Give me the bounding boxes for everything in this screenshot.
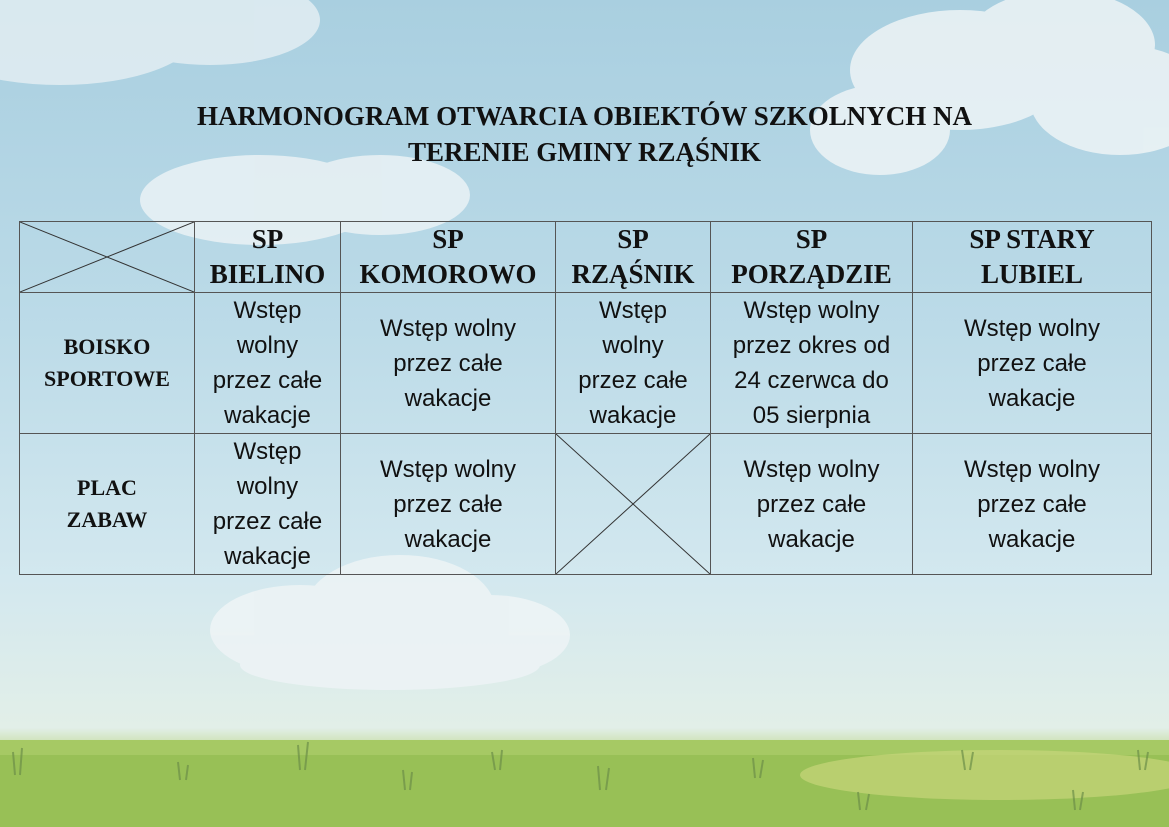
cell-text: Wstęp wolny przez całe wakacje bbox=[743, 455, 880, 553]
column-header-bielino bbox=[195, 222, 341, 293]
column-header-line-1: SP bbox=[432, 224, 464, 254]
cell-text: Wstęp wolny przez całe wakacje bbox=[212, 297, 323, 429]
table-cell bbox=[195, 434, 341, 575]
column-header-rzasnik bbox=[556, 222, 711, 293]
column-header-line-1: SP bbox=[251, 224, 284, 254]
column-header-line-1: SP bbox=[617, 224, 649, 254]
cell-text: Wstęp wolny przez całe wakacje bbox=[963, 314, 1101, 412]
table-cell bbox=[556, 293, 711, 434]
row-header-line-2: SPORTOWE bbox=[44, 366, 170, 391]
table-cell bbox=[195, 293, 341, 434]
header-row bbox=[20, 222, 1152, 293]
column-header-stary-lubiel bbox=[913, 222, 1152, 293]
column-header-line-2: LUBIEL bbox=[980, 259, 1084, 289]
cell-text: Wstęp wolny przez całe wakacje bbox=[379, 314, 517, 412]
table-cell bbox=[341, 293, 556, 434]
column-header-line-2: BIELINO bbox=[209, 259, 326, 289]
title-line-1: HARMONOGRAM OTWARCIA OBIEKTÓW SZKOLNYCH NA bbox=[196, 101, 973, 131]
column-header-komorowo bbox=[341, 222, 556, 293]
cell-text: Wstęp wolny przez całe wakacje bbox=[379, 455, 517, 553]
table-cell bbox=[913, 434, 1152, 575]
corner-empty-cell bbox=[20, 222, 195, 293]
column-header-line-1: SP bbox=[795, 224, 828, 254]
cloud-bottom bbox=[210, 555, 570, 690]
table-cell bbox=[711, 293, 913, 434]
table-row-plac-zabaw bbox=[20, 434, 1152, 575]
cloud-top-left bbox=[0, 0, 320, 85]
table-row-boisko bbox=[20, 293, 1152, 434]
row-header-line-1: BOISKO bbox=[63, 334, 151, 359]
table-cell bbox=[913, 293, 1152, 434]
schedule-table bbox=[19, 221, 1152, 575]
title-line-2: TERENIE GMINY RZĄŚNIK bbox=[407, 137, 762, 167]
row-header-line-1: PLAC bbox=[77, 475, 137, 500]
cell-text: Wstęp wolny przez całe wakacje bbox=[963, 455, 1101, 553]
cross-mark-icon bbox=[556, 434, 710, 574]
table-cell bbox=[341, 434, 556, 575]
not-applicable-cell bbox=[556, 434, 711, 575]
column-header-line-2: PORZĄDZIE bbox=[731, 259, 892, 289]
page-title bbox=[0, 98, 1169, 170]
cell-text: Wstęp wolny przez całe wakacje bbox=[578, 297, 688, 429]
column-header-porzadzie bbox=[711, 222, 913, 293]
row-header-plac-zabaw bbox=[20, 434, 195, 575]
column-header-line-1: SP STARY bbox=[969, 224, 1095, 254]
cell-text: Wstęp wolny przez całe wakacje bbox=[212, 438, 323, 570]
cross-mark-icon bbox=[20, 222, 194, 292]
table-cell bbox=[711, 434, 913, 575]
column-header-line-2: RZĄŚNIK bbox=[571, 259, 695, 289]
column-header-line-2: KOMOROWO bbox=[359, 259, 537, 289]
row-header-boisko bbox=[20, 293, 195, 434]
row-header-line-2: ZABAW bbox=[66, 507, 148, 532]
cell-text: Wstęp wolny przez okres od 24 czerwca do 05 sierpnia bbox=[732, 297, 891, 429]
